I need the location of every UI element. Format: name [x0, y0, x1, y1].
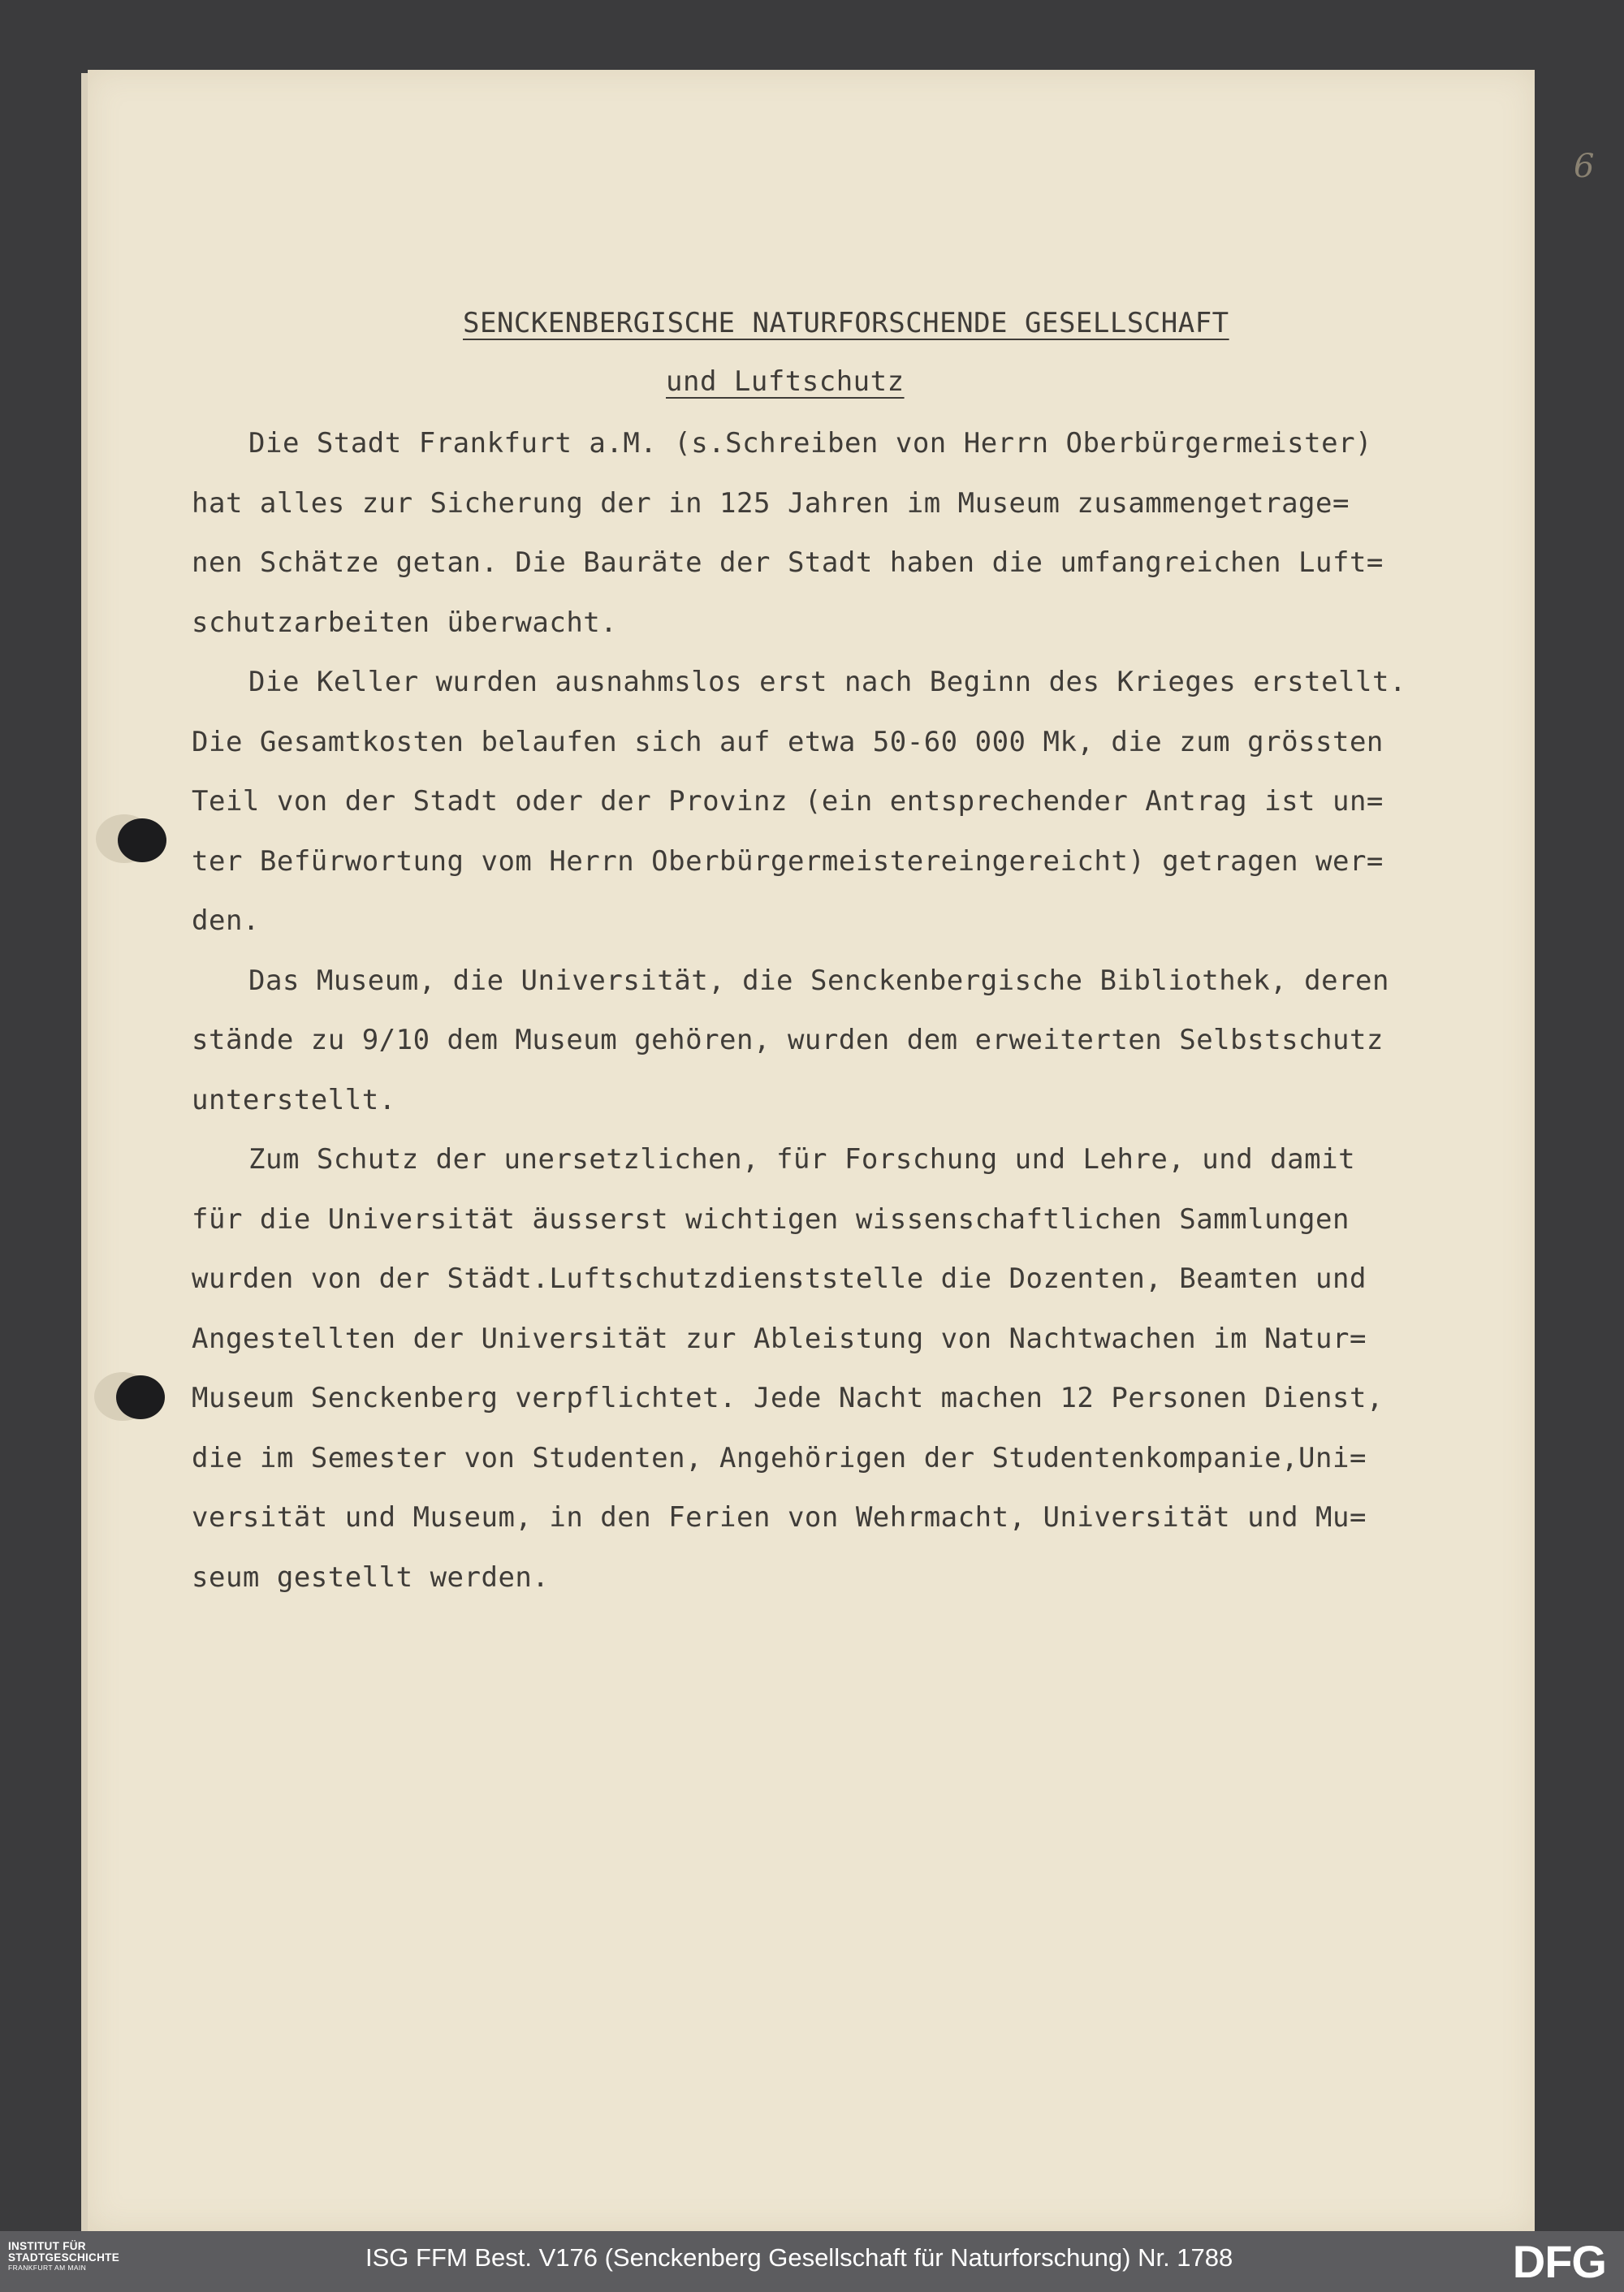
body-line: Museum Senckenberg verpflichtet. Jede Nacht machen 12 Personen Dienst,	[192, 1382, 1384, 1414]
footer-caption: ISG FFM Best. V176 (Senckenberg Gesellschaft für Naturforschung) Nr. 1788	[365, 2243, 1233, 2272]
institute-logo-line: STADTGESCHICHTE	[8, 2251, 120, 2264]
body-line: versität und Museum, in den Ferien von Wehrmacht, Universität und Mu=	[192, 1501, 1367, 1534]
body-line: wurden von der Städt.Luftschutzdienststelle die Dozenten, Beamten und	[192, 1263, 1367, 1295]
body-line: Das Museum, die Universität, die Senckenbergische Bibliothek, deren	[248, 964, 1389, 997]
document-subtitle: und Luftschutz	[666, 365, 905, 398]
body-line: nen Schätze getan. Die Bauräte der Stadt haben die umfangreichen Luft=	[192, 546, 1384, 579]
body-line: seum gestellt werden.	[192, 1560, 550, 1594]
body-line: Die Gesamtkosten belaufen sich auf etwa 50-60 000 Mk, die zum grössten	[192, 725, 1384, 758]
body-line: Die Stadt Frankfurt a.M. (s.Schreiben von Herrn Oberbürgermeister)	[248, 427, 1373, 460]
institute-logo	[8, 2241, 154, 2272]
dfg-logo: DFG	[1512, 2236, 1606, 2287]
body-line: Die Keller wurden ausnahmslos erst nach Beginn des Krieges erstellt.	[248, 666, 1406, 698]
punch-hole	[116, 1375, 165, 1419]
body-line: für die Universität äusserst wichtigen wissenschaftlichen Sammlungen	[192, 1202, 1350, 1236]
body-line: stände zu 9/10 dem Museum gehören, wurden dem erweiterten Selbstschutz	[192, 1024, 1384, 1056]
body-line: Teil von der Stadt oder der Provinz (ein entsprechender Antrag ist un=	[192, 785, 1384, 818]
body-line: schutzarbeiten überwacht.	[192, 606, 618, 639]
document-title: SENCKENBERGISCHE NATURFORSCHENDE GESELLSCHAFT	[463, 307, 1229, 339]
body-line: ter Befürwortung vom Herrn Oberbürgermeistereingereicht) getragen wer=	[192, 844, 1384, 878]
page-number: 6	[1574, 148, 1595, 185]
body-line: den.	[192, 904, 260, 937]
punch-hole	[118, 818, 166, 862]
body-line: unterstellt.	[192, 1083, 396, 1116]
body-line: hat alles zur Sicherung der in 125 Jahren im Museum zusammengetrage=	[192, 486, 1350, 520]
body-line: Angestellten der Universität zur Ableistung von Nachtwachen im Natur=	[192, 1322, 1367, 1355]
document-body	[192, 414, 1523, 1608]
footer-bar	[0, 2231, 1624, 2292]
institute-logo-city: FRANKFURT AM MAIN	[8, 2264, 87, 2272]
institute-logo-line: INSTITUT FÜR	[8, 2240, 86, 2252]
body-line: die im Semester von Studenten, Angehörigen der Studentenkompanie,Uni=	[192, 1441, 1367, 1474]
body-line: Zum Schutz der unersetzlichen, für Forschung und Lehre, und damit	[248, 1143, 1356, 1176]
